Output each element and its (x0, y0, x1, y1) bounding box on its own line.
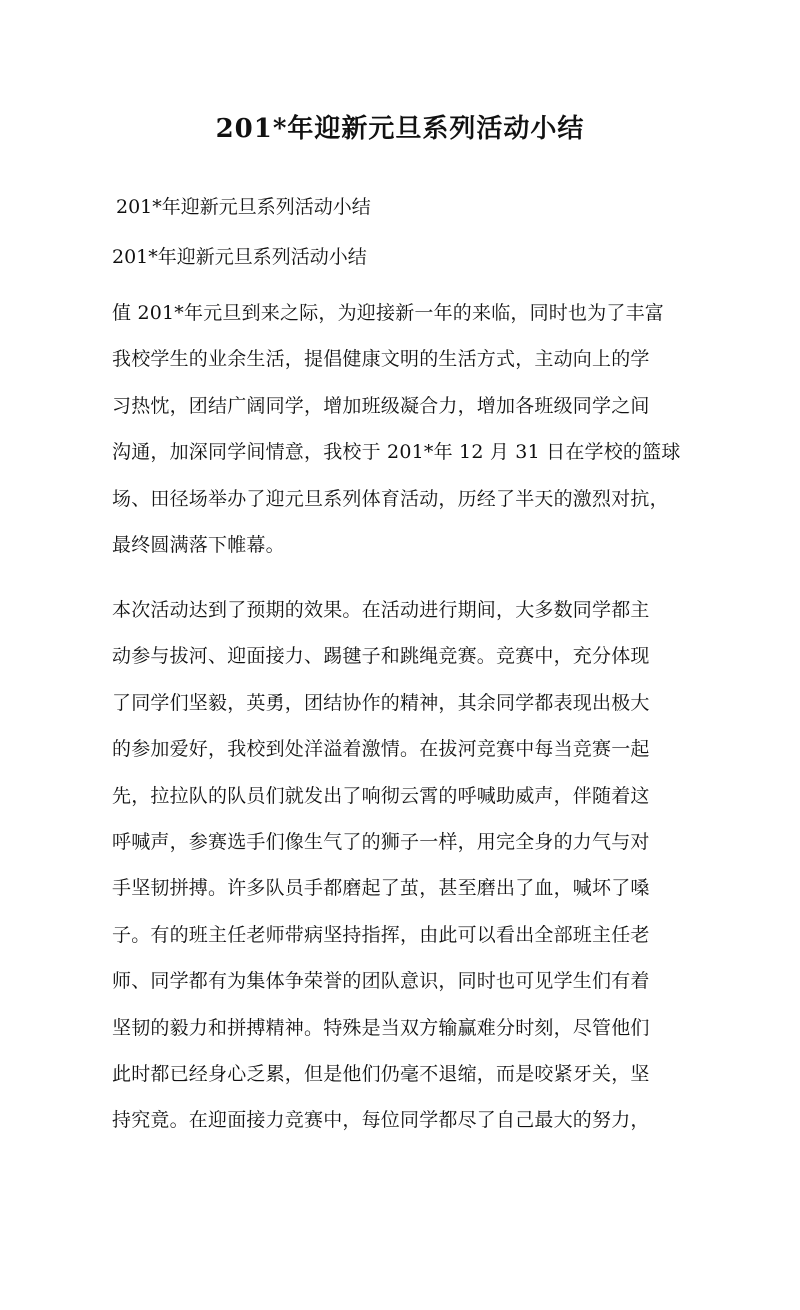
paragraph-line: 本次活动达到了预期的效果。在活动进行期间，大多数同学都主 (112, 599, 650, 621)
document-title: 201*年迎新元旦系列活动小结 (215, 114, 585, 144)
paragraph-line: 先，拉拉队的队员们就发出了响彻云霄的呼喊助威声，伴随着这 (112, 784, 650, 807)
paragraph-line: 场、田径场举办了迎元旦系列体育活动，历经了半天的激烈对抗， (112, 487, 669, 510)
paragraph-line: 师、同学都有为集体争荣誉的团队意识，同时也可见学生们有着 (112, 970, 650, 993)
paragraph-line: 此时都已经身心乏累，但是他们仍毫不退缩，而是咬紧牙关，坚 (112, 1062, 650, 1085)
paragraph-line: 手坚韧拼搏。许多队员手都磨起了茧，甚至磨出了血，喊坏了嗓 (112, 877, 650, 900)
paragraph-line: 动参与拔河、迎面接力、踢毽子和跳绳竞赛。竞赛中，充分体现 (112, 645, 650, 668)
paragraph-line: 呼喊声，参赛选手们像生气了的狮子一样，用完全身的力气与对 (112, 830, 650, 853)
paragraph-line: 坚韧的毅力和拼搏精神。特殊是当双方输赢难分时刻，尽管他们 (112, 1016, 650, 1039)
paragraph-line: 的参加爱好，我校到处洋溢着激情。在拔河竞赛中每当竞赛一起 (112, 738, 650, 761)
paragraph-line: 子。有的班主任老师带病坚持指挥，由此可以看出全部班主任老 (112, 923, 650, 946)
paragraph-results (112, 587, 692, 1144)
paragraph-line: 习热忱，团结广阔同学，增加班级凝合力，增加各班级同学之间 (112, 394, 650, 417)
paragraph-line: 沟通，加深同学间情意，我校于 201*年 12 月 31 日在学校的篮球 (112, 441, 681, 464)
paragraph-line: 值 201*年元旦到来之际，为迎接新一年的来临，同时也为了丰富 (112, 302, 665, 324)
paragraph-line: 我校学生的业余生活，提倡健康文明的生活方式，主动向上的学 (112, 348, 650, 371)
document-subtitle: 201*年迎新元旦系列活动小结 (116, 196, 371, 218)
paragraph-line: 最终圆满落下帷幕。 (112, 533, 285, 556)
paragraph-intro (112, 290, 692, 568)
document-subtitle-repeat: 201*年迎新元旦系列活动小结 (112, 246, 367, 268)
paragraph-line: 持究竟。在迎面接力竞赛中，每位同学都尽了自己最大的努力， (112, 1109, 650, 1132)
paragraph-line: 了同学们坚毅，英勇，团结协作的精神，其余同学都表现出极大 (112, 691, 650, 714)
